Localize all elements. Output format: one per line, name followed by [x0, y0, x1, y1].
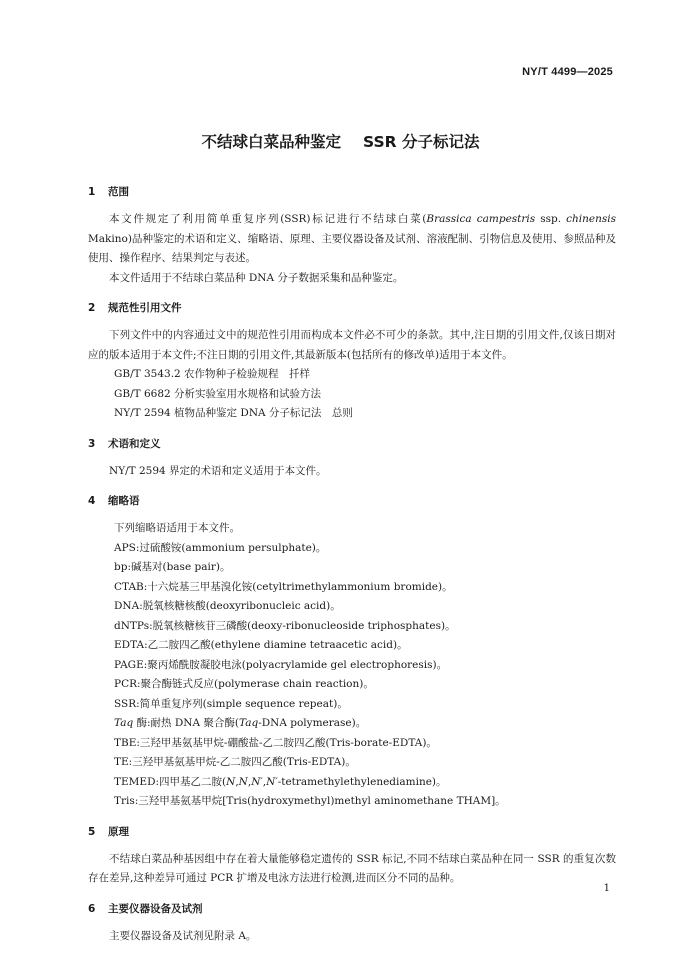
section-6-heading	[88, 899, 616, 919]
abbreviation-item: PAGE:聚丙烯酰胺凝胶电泳(polyacrylamide gel electrophoresis)。	[114, 658, 448, 671]
text-run: Makino)品种鉴定的术语和定义、缩略语、原理、主要仪器设备及试剂、溶液配制、引物信息及使用、参照品种及使用、操作程序、结果判定与表述。	[88, 232, 616, 264]
section-3-heading	[88, 434, 616, 454]
text-run: ,	[247, 775, 252, 788]
section-title: 原理	[108, 825, 129, 838]
abbreviation-item: Tris:三羟甲基氨基甲烷[Tris(hydroxymethyl)methyl aminomethane THAM]。	[114, 795, 506, 807]
equipment-paragraph: 主要仪器设备及试剂见附录 A。	[109, 929, 257, 942]
abbreviation-item: TBE:三羟甲基氨基甲烷-硼酸盐-乙二胺四乙酸(Tris-borate-EDTA)。	[114, 736, 437, 749]
scope-applicability: 本文件适用于不结球白菜品种 DNA 分子数据采集和品种鉴定。	[109, 271, 404, 284]
text-run: 酶:耐热 DNA 聚合酶(	[133, 717, 240, 729]
latin-species: chinensis	[566, 213, 617, 225]
reference-item: NY/T 2594 植物品种鉴定 DNA 分子标记法 总则	[114, 407, 353, 419]
section-1-heading	[88, 182, 616, 202]
scope-paragraph	[88, 210, 616, 269]
principle-paragraph: 不结球白菜品种基因组中存在着大量能够稳定遗传的 SSR 标记,不同不结球白菜品种在同一 SSR 的重复次数存在差异,这种差异可通过 PCR 扩增及电泳方法进行检测,进而区分不同的品种。	[88, 852, 616, 884]
text-run: ssp.	[535, 213, 567, 225]
section-number: 2	[88, 302, 96, 314]
abbreviation-item: bp:碱基对(base pair)。	[114, 561, 231, 573]
section-4-heading	[88, 491, 616, 511]
text-run: N	[238, 775, 248, 788]
text-run: Taq	[114, 717, 134, 729]
abbreviation-item: APS:过硫酸铵(ammonium persulphate)。	[114, 541, 327, 554]
abbreviation-item-temed	[88, 773, 616, 793]
reference-item: GB/T 3543.2 农作物种子检验规程 扦样	[114, 368, 311, 380]
standard-code: NY/T 4499—2025	[522, 66, 613, 78]
section-2-heading	[88, 298, 616, 318]
text-run: Taq	[239, 717, 259, 729]
section-title: 缩略语	[108, 495, 140, 507]
section-number: 3	[88, 437, 96, 450]
references-intro: 下列文件中的内容通过文中的规范性引用而构成本文件必不可少的条款。其中,注日期的引用文件,仅该日期对应的版本适用于本文件;不注日期的引用文件,其最新版本(包括所有的修改单)适用于本文件。	[88, 329, 616, 361]
section-number: 4	[88, 495, 96, 507]
abbreviation-item: PCR:聚合酶链式反应(polymerase chain reaction)。	[114, 678, 374, 690]
text-run: -tetramethylethylenediamine)。	[277, 775, 447, 788]
abbreviation-item: dNTPs:脱氧核糖核苷三磷酸(deoxy-ribonucleoside triphosphates)。	[114, 619, 456, 632]
section-number: 6	[88, 902, 96, 915]
page-number: 1	[603, 883, 610, 894]
reference-item: GB/T 6682 分析实验室用水规格和试验方法	[114, 387, 322, 400]
section-number: 1	[88, 186, 96, 198]
text-run: ,	[235, 775, 239, 788]
section-title: 规范性引用文件	[108, 302, 182, 314]
title-part1: 不结球白菜品种鉴定	[201, 133, 342, 151]
text-run: N′	[251, 775, 263, 788]
section-5-heading	[88, 822, 616, 842]
section-title: 术语和定义	[108, 437, 161, 450]
abbreviation-item: EDTA:乙二胺四乙酸(ethylene diamine tetraacetic acid)。	[114, 639, 408, 651]
text-run: TEMED:四甲基乙二胺(	[114, 775, 227, 788]
text-run: ,	[262, 775, 267, 788]
abbreviation-item: SSR:简单重复序列(simple sequence repeat)。	[114, 697, 348, 710]
text-run: -DNA polymerase)。	[258, 717, 367, 729]
text-run: N′	[266, 775, 278, 788]
latin-genus: Brassica campestris	[426, 213, 536, 225]
abbreviation-item: DNA:脱氧核糖核酸(deoxyribonucleic acid)。	[114, 600, 341, 612]
abbreviations-intro: 下列缩略语适用于本文件。	[114, 522, 240, 534]
abbreviation-item-taq	[88, 714, 616, 734]
text-run: N	[226, 775, 236, 788]
title-part2: SSR 分子标记法	[363, 133, 480, 151]
section-title: 主要仪器设备及试剂	[108, 902, 203, 915]
terms-paragraph: NY/T 2594 界定的术语和定义适用于本文件。	[109, 464, 327, 477]
abbreviation-item: CTAB:十六烷基三甲基溴化铵(cetyltrimethylammonium bromide)。	[114, 580, 453, 593]
document-title	[0, 130, 681, 152]
text-run: 本文件规定了利用简单重复序列(SSR)标记进行不结球白菜(	[109, 213, 427, 225]
abbreviation-item: TE:三羟甲基氨基甲烷-乙二胺四乙酸(Tris-EDTA)。	[114, 756, 356, 768]
section-title: 范围	[108, 186, 129, 198]
document-body	[88, 182, 616, 946]
section-number: 5	[88, 825, 96, 838]
